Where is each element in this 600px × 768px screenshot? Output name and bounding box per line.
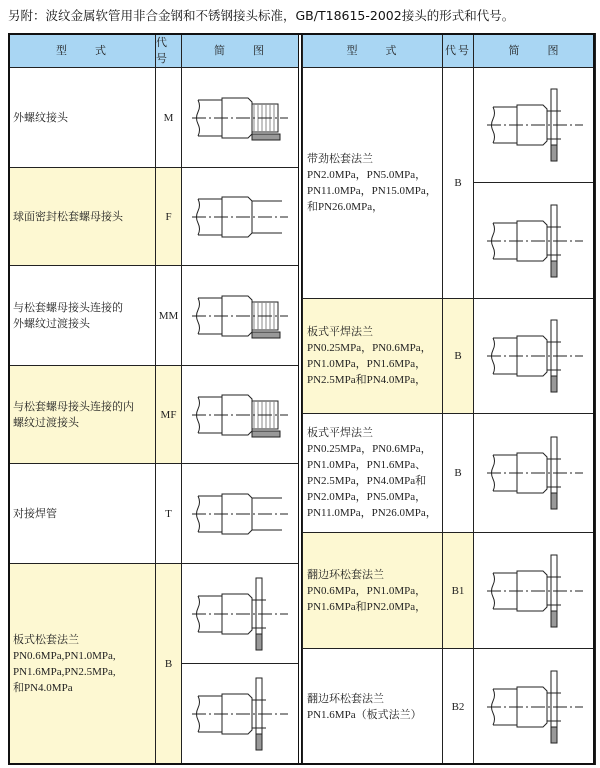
type-cell <box>302 648 443 765</box>
header-type-r <box>302 33 443 68</box>
neck-loose-flange-variant-drawing-icon <box>485 201 585 281</box>
code-text: MF <box>160 408 177 421</box>
lap-joint-flange-drawing-icon <box>485 551 585 631</box>
diagram-cell <box>181 563 299 664</box>
type-text: 翻边环松套法兰 <box>307 568 384 581</box>
table-divider <box>298 33 302 765</box>
code-cell <box>442 413 474 533</box>
code-text: T <box>165 507 172 520</box>
male-thread-fitting-drawing-icon <box>190 78 290 158</box>
type-text: PN2.5MPa和PN4.0MPa， <box>307 374 427 386</box>
diagram-cell <box>181 463 299 564</box>
type-text: 外螺纹接头 <box>13 111 68 124</box>
type-text: 板式松套法兰 <box>13 634 79 646</box>
diagram-cell <box>181 365 299 464</box>
spherical-seal-nut-fitting-drawing-icon <box>190 177 290 257</box>
type-text: PN1.6MPa,PN2.5MPa, <box>13 666 116 678</box>
type-cell <box>8 67 156 168</box>
code-cell <box>442 298 474 414</box>
type-text: PN1.6MPa和PN2.0MPa， <box>307 600 427 613</box>
code-text: M <box>163 111 174 124</box>
plate-loose-flange-variant-drawing-icon <box>190 674 290 754</box>
plate-slip-on-flange-drawing-icon <box>485 433 585 513</box>
lap-joint-plate-flange-drawing-icon <box>485 667 585 747</box>
type-text: PN2.0MPa，PN5.0MPa， <box>307 169 427 181</box>
type-text: PN2.5MPa，PN4.0MPa和 <box>307 475 427 487</box>
type-text: 板式平焊法兰 <box>307 326 373 338</box>
type-cell <box>302 413 443 533</box>
type-text: PN1.0MPa，PN1.6MPa， <box>307 358 427 370</box>
header-label: 代号 <box>445 43 471 57</box>
header-label: 型 式 <box>346 43 399 57</box>
diagram-cell <box>473 532 596 649</box>
type-cell <box>302 532 443 649</box>
code-text: B <box>454 467 462 479</box>
code-cell <box>442 532 474 649</box>
code-cell <box>155 167 182 266</box>
header-diagram-l <box>181 33 299 68</box>
code-text: F <box>165 210 172 223</box>
type-text: PN0.6MPa，PN1.0MPa， <box>307 584 427 597</box>
code-text: B1 <box>451 584 465 597</box>
female-thread-adapter-drawing-icon <box>190 375 290 455</box>
code-text: B2 <box>451 700 465 713</box>
code-cell <box>155 563 182 765</box>
type-cell <box>8 563 156 765</box>
code-cell <box>155 67 182 168</box>
type-text: 球面密封松套螺母接头 <box>13 210 123 223</box>
type-text: 与松套螺母接头连接的内 <box>13 400 134 413</box>
type-cell <box>8 167 156 266</box>
diagram-cell <box>473 413 596 533</box>
diagram-cell <box>181 663 299 765</box>
code-cell <box>442 67 474 299</box>
header-label: 简 图 <box>214 43 266 57</box>
male-thread-adapter-drawing-icon <box>190 276 290 356</box>
type-text: PN0.6MPa,PN1.0MPa, <box>13 650 116 662</box>
code-cell <box>155 365 182 464</box>
type-text: 板式平焊法兰 <box>307 427 373 439</box>
type-text: PN1.0MPa，PN1.6MPa、 <box>307 459 427 471</box>
type-text: PN2.0MPa，PN5.0MPa， <box>307 491 427 503</box>
type-cell <box>8 463 156 564</box>
type-text: PN0.25MPa，PN0.6MPa， <box>307 342 432 354</box>
type-text: 螺纹过渡接头 <box>13 416 79 429</box>
type-text: PN11.0MPa，PN26.0MPa， <box>307 507 437 519</box>
type-text: 和PN4.0MPa <box>13 682 73 694</box>
type-text: 带劲松套法兰 <box>307 153 373 165</box>
code-cell <box>155 463 182 564</box>
code-cell <box>155 265 182 366</box>
type-text: PN1.6MPa（板式法兰） <box>307 708 422 721</box>
plate-slip-on-flange-drawing-icon <box>485 316 585 396</box>
type-text: PN11.0MPa，PN15.0MPa， <box>307 185 437 197</box>
type-text: PN0.25MPa，PN0.6MPa， <box>307 443 432 455</box>
header-diagram-r <box>473 33 596 68</box>
diagram-cell <box>473 648 596 765</box>
type-cell <box>8 365 156 464</box>
diagram-cell <box>181 67 299 168</box>
butt-weld-pipe-drawing-icon <box>190 474 290 554</box>
code-text: MM <box>158 309 179 322</box>
plate-loose-flange-drawing-icon <box>190 574 290 654</box>
code-text: B <box>454 177 462 189</box>
type-text: 对接焊管 <box>13 507 57 520</box>
type-text: 与松套螺母接头连接的 <box>13 301 123 314</box>
diagram-cell <box>473 67 596 183</box>
header-code-r <box>442 33 474 68</box>
header-label: 简 图 <box>508 43 561 57</box>
code-text: B <box>164 658 173 670</box>
type-cell <box>302 298 443 414</box>
type-cell <box>8 265 156 366</box>
diagram-cell <box>181 265 299 366</box>
page-title: 另附：波纹金属软管用非合金钢和不锈钢接头标准，GB/T18615-2002接头的形式和代号。 <box>8 8 515 23</box>
code-text: B <box>454 350 462 362</box>
diagram-cell <box>473 182 596 299</box>
header-code-l <box>155 33 182 68</box>
type-text: 翻边环松套法兰 <box>307 692 384 705</box>
code-cell <box>442 648 474 765</box>
diagram-cell <box>473 298 596 414</box>
header-label: 型 式 <box>56 43 108 57</box>
type-text: 和PN26.0MPa， <box>307 201 384 213</box>
type-text: 外螺纹过渡接头 <box>13 317 90 330</box>
diagram-cell <box>181 167 299 266</box>
type-cell <box>302 67 443 299</box>
neck-loose-flange-drawing-icon <box>485 85 585 165</box>
header-label: 代号 <box>156 35 169 65</box>
header-type-l <box>8 33 156 68</box>
